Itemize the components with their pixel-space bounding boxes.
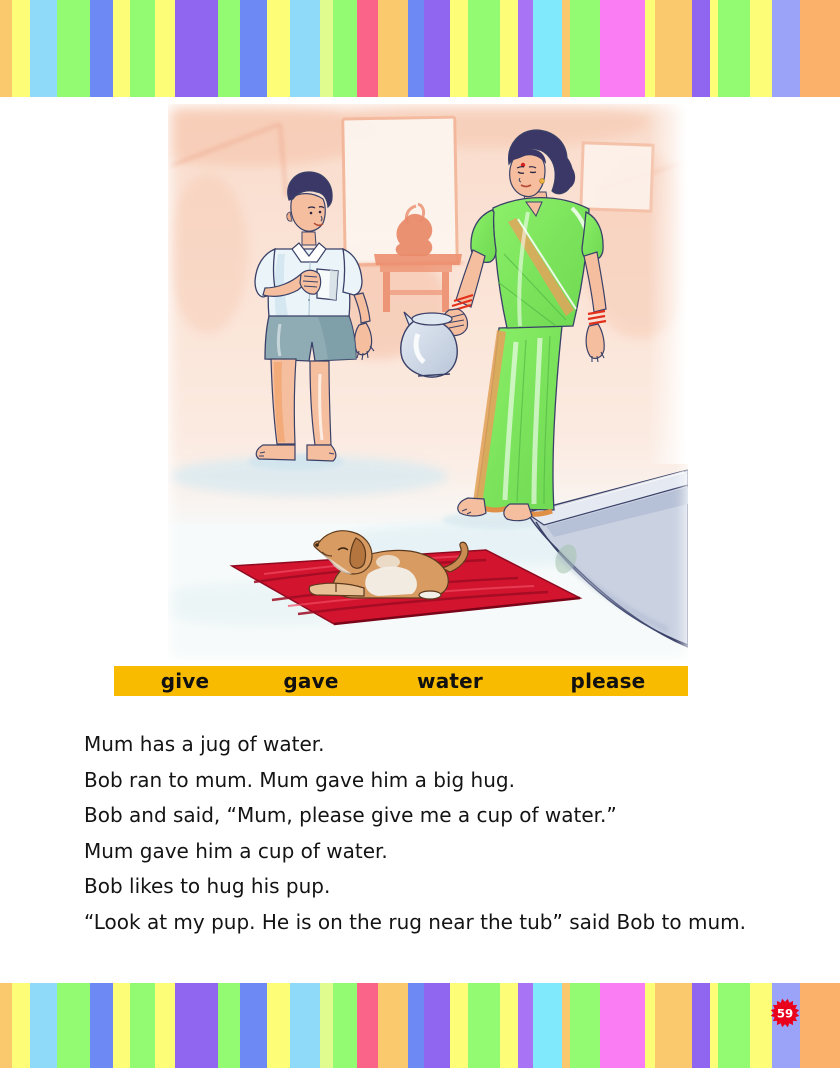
border-stripe	[113, 0, 130, 97]
border-stripe	[130, 0, 155, 97]
border-stripe	[12, 0, 30, 97]
word-bank-word: water	[417, 669, 483, 693]
border-stripe	[518, 0, 533, 97]
border-stripe	[655, 0, 692, 97]
page-number: 59	[776, 1006, 794, 1021]
border-stripe	[772, 0, 800, 97]
story-line: Bob and said, “Mum, please give me a cup of water.”	[84, 803, 617, 827]
word-bank-word: please	[570, 669, 646, 693]
border-stripe	[357, 0, 378, 97]
story-line: “Look at my pup. He is on the rug near the tub” said Bob to mum.	[84, 909, 746, 934]
border-stripe	[290, 983, 320, 1068]
word-bank-word: gave	[283, 669, 339, 693]
border-stripe	[175, 983, 218, 1068]
border-stripe	[290, 0, 320, 97]
border-stripe	[155, 0, 175, 97]
border-stripe	[645, 0, 655, 97]
border-stripe	[692, 983, 710, 1068]
border-stripe	[710, 0, 718, 97]
story-line: Bob likes to hug his pup.	[84, 874, 331, 898]
border-stripe	[267, 0, 290, 97]
border-stripe	[357, 983, 378, 1068]
border-stripe	[800, 0, 840, 97]
top-border-stripes	[0, 0, 840, 97]
border-stripe	[600, 0, 645, 97]
border-stripe	[378, 0, 408, 97]
border-stripe	[218, 983, 240, 1068]
story-illustration	[168, 104, 688, 660]
border-stripe	[500, 983, 518, 1068]
border-stripe	[570, 983, 600, 1068]
border-stripe	[450, 0, 468, 97]
border-stripe	[424, 983, 450, 1068]
border-stripe	[562, 983, 570, 1068]
border-stripe	[533, 0, 562, 97]
border-stripe	[378, 983, 408, 1068]
border-stripe	[600, 983, 645, 1068]
border-stripe	[468, 983, 500, 1068]
border-stripe	[175, 0, 218, 97]
border-stripe	[718, 983, 750, 1068]
word-bank	[114, 666, 688, 696]
story-line: Mum has a jug of water.	[84, 732, 325, 756]
border-stripe	[570, 0, 600, 97]
border-stripe	[800, 983, 840, 1068]
border-stripe	[333, 983, 357, 1068]
border-stripe	[750, 0, 772, 97]
border-stripe	[533, 983, 562, 1068]
story-line: Bob ran to mum. Mum gave him a big hug.	[84, 767, 515, 792]
border-stripe	[450, 983, 468, 1068]
border-stripe	[155, 983, 175, 1068]
border-stripe	[424, 0, 450, 97]
border-stripe	[320, 983, 333, 1068]
border-stripe	[130, 983, 155, 1068]
border-stripe	[718, 0, 750, 97]
border-stripe	[333, 0, 357, 97]
border-stripe	[218, 0, 240, 97]
border-stripe	[113, 983, 130, 1068]
story-text	[84, 727, 824, 940]
border-stripe	[240, 983, 267, 1068]
border-stripe	[408, 0, 424, 97]
bottom-border-stripes	[0, 983, 840, 1068]
border-stripe	[645, 983, 655, 1068]
border-stripe	[0, 0, 12, 97]
border-stripe	[468, 0, 500, 97]
border-stripe	[57, 983, 90, 1068]
border-stripe	[320, 0, 333, 97]
border-stripe	[90, 0, 113, 97]
border-stripe	[90, 983, 113, 1068]
border-stripe	[30, 983, 57, 1068]
border-stripe	[408, 983, 424, 1068]
story-line: Mum gave him a cup of water.	[84, 838, 388, 863]
illustration-fade-edge	[648, 104, 688, 464]
border-stripe	[30, 0, 57, 97]
border-stripe	[710, 983, 718, 1068]
border-stripe	[562, 0, 570, 97]
border-stripe	[0, 983, 12, 1068]
border-stripe	[750, 983, 772, 1068]
border-stripe	[655, 983, 692, 1068]
border-stripe	[500, 0, 518, 97]
border-stripe	[240, 0, 267, 97]
border-stripe	[518, 983, 533, 1068]
jug	[401, 312, 457, 377]
window-right	[581, 143, 653, 211]
border-stripe	[267, 983, 290, 1068]
border-stripe	[692, 0, 710, 97]
page-number-badge	[770, 998, 800, 1028]
word-bank-word: give	[160, 669, 210, 693]
border-stripe	[57, 0, 90, 97]
border-stripe	[12, 983, 30, 1068]
